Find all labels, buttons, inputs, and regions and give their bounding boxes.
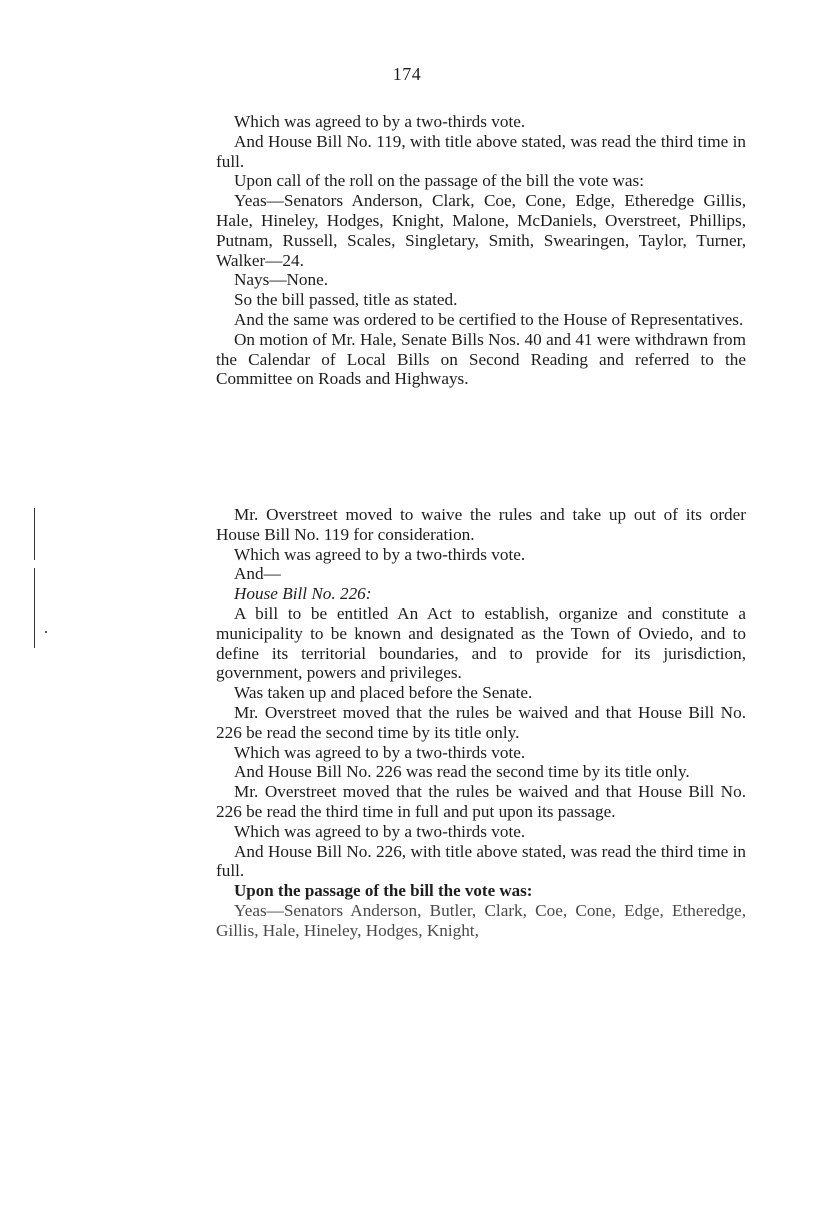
margin-marks xyxy=(30,508,50,648)
bill-heading: House Bill No. 226: xyxy=(234,584,372,604)
page-number: 174 xyxy=(392,64,422,84)
paragraph: Was taken up and placed before the Senate. xyxy=(234,683,533,703)
text-block-bottom xyxy=(216,505,746,941)
yeas-list-paragraph: Yeas—Senators Anderson, Butler, Clark, Coe, Cone, Edge, Etheredge, Gillis, Hale, Hineley, Hodges, Knight, xyxy=(216,900,746,940)
paragraph: And— xyxy=(234,564,281,584)
vote-heading: Upon the passage of the bill the vote was: xyxy=(234,881,533,901)
paragraph: Which was agreed to by a two-thirds vote. xyxy=(234,742,526,762)
paragraph: Upon call of the roll on the passage of the bill the vote was: xyxy=(234,171,645,191)
text-block-top xyxy=(216,112,746,389)
margin-line xyxy=(34,508,35,560)
bill-title-paragraph: A bill to be entitled An Act to establish, organize and constitute a municipality to be known and designated as the Town of Oviedo, and to define its territorial boundaries, and to provide for its jurisdiction, government, powers and privileges. xyxy=(216,603,746,683)
margin-line xyxy=(34,568,35,648)
nays-paragraph: Nays—None. xyxy=(234,270,329,290)
paragraph: And House Bill No. 226, with title above stated, was read the third time in full. xyxy=(216,841,746,881)
paragraph: So the bill passed, title as stated. xyxy=(234,290,458,310)
paragraph: Mr. Overstreet moved that the rules be waived and that House Bill No. 226 be read the third time in full and put upon its passage. xyxy=(216,782,746,821)
paragraph: And House Bill No. 119, with title above stated, was read the third time in full. xyxy=(216,131,746,171)
paragraph: Mr. Overstreet moved to waive the rules and take up out of its order House Bill No. 119 for consideration. xyxy=(216,505,746,544)
paragraph: Mr. Overstreet moved that the rules be waived and that House Bill No. 226 be read the second time by its title only. xyxy=(216,702,746,742)
yeas-list-paragraph: Yeas—Senators Anderson, Clark, Coe, Cone, Edge, Etheredge Gillis, Hale, Hineley, Hodges, Knight, Malone, McDaniels, Overstreet, Phillips, Putnam, Russell, Scales, Singletary, Smith, Swearingen, Taylor, Turner, Walker—24. xyxy=(216,191,746,270)
paragraph: Which was agreed to by a two-thirds vote. xyxy=(234,112,526,131)
paragraph: Which was agreed to by a two-thirds vote. xyxy=(234,821,526,841)
paragraph: And the same was ordered to be certified to the House of Representatives. xyxy=(234,309,744,329)
margin-dot xyxy=(45,631,47,633)
paragraph: And House Bill No. 226 was read the second time by its title only. xyxy=(234,762,690,782)
paragraph: On motion of Mr. Hale, Senate Bills Nos. 40 and 41 were withdrawn from the Calendar of Local Bills on Second Reading and referred to the Committee on Roads and Highways. xyxy=(216,329,746,389)
paragraph: Which was agreed to by a two-thirds vote. xyxy=(234,544,526,564)
